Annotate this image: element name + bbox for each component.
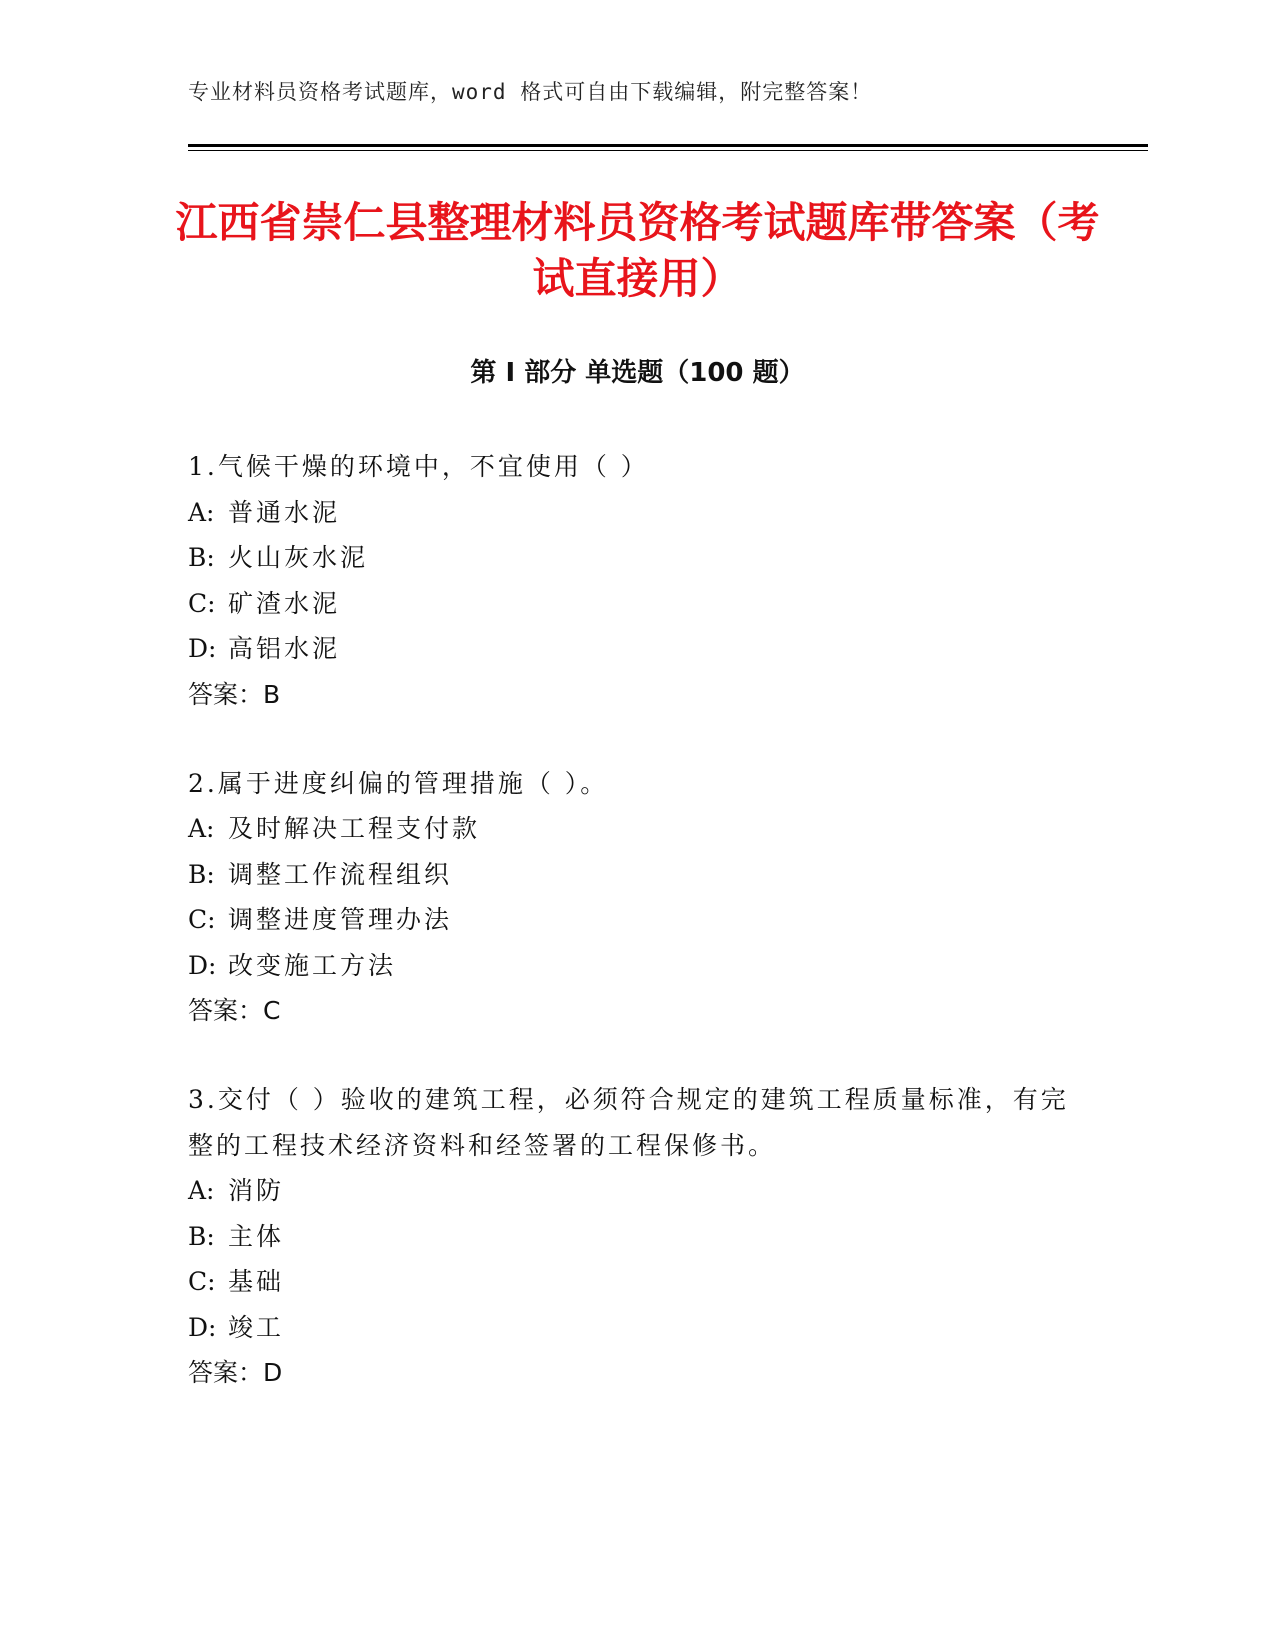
option-a [188,490,1088,536]
answer-line: 答案：C [188,996,281,1025]
option-label: A: [188,814,215,843]
option-b [188,1214,1088,1260]
header-divider-thin [188,150,1148,151]
option-text: 竣工 [228,1312,285,1342]
question-3 [188,1077,1088,1395]
option-b [188,852,1088,898]
option-label: B: [188,1221,215,1251]
option-text: 火山灰水泥 [228,543,369,572]
option-text: 调整进度管理办法 [228,905,453,934]
option-text: 高铝水泥 [228,634,341,663]
question-stem: 1.气候干燥的环境中，不宜使用（ ） [188,452,649,481]
option-label: A: [188,497,215,527]
option-b [188,535,1088,581]
option-label: C: [188,588,216,618]
question-2 [188,761,1088,1034]
option-text: 消防 [228,1176,285,1205]
option-c [188,581,1088,627]
option-label: D: [188,634,217,663]
option-a [188,806,1088,852]
section-title: 第 I 部分 单选题（100 题） [470,358,805,388]
option-c [188,1259,1088,1305]
question-stem: 3.交付（ ）验收的建筑工程，必须符合规定的建筑工程质量标准，有完整的工程技术经济资料和经签署的工程保修书。 [188,1085,1069,1160]
question-1 [188,444,1088,717]
option-text: 普通水泥 [228,497,341,527]
option-d [188,626,1088,672]
question-list [188,444,1088,1439]
option-text: 主体 [228,1221,285,1251]
answer-line: 答案：D [188,1358,283,1387]
option-label: D: [188,950,217,980]
option-text: 基础 [228,1267,285,1296]
option-text: 矿渣水泥 [228,588,341,618]
header-note: 专业材料员资格考试题库，word 格式可自由下载编辑，附完整答案！ [188,80,873,104]
option-text: 及时解决工程支付款 [228,814,481,843]
option-d [188,1305,1088,1351]
question-stem: 2.属于进度纠偏的管理措施（ ）。 [188,768,609,798]
header-divider-thick [188,144,1148,147]
option-label: A: [188,1176,215,1205]
answer-line: 答案：B [188,679,281,709]
option-label: B: [188,859,215,889]
option-a [188,1168,1088,1214]
document-title: 江西省崇仁县整理材料员资格考试题库带答案（考试直接用） [175,198,1100,303]
option-d [188,943,1088,989]
option-c [188,897,1088,943]
option-label: D: [188,1312,217,1342]
option-text: 调整工作流程组织 [228,859,453,889]
option-label: C: [188,1267,216,1296]
option-text: 改变施工方法 [228,950,397,980]
option-label: C: [188,905,216,934]
option-label: B: [188,543,215,572]
